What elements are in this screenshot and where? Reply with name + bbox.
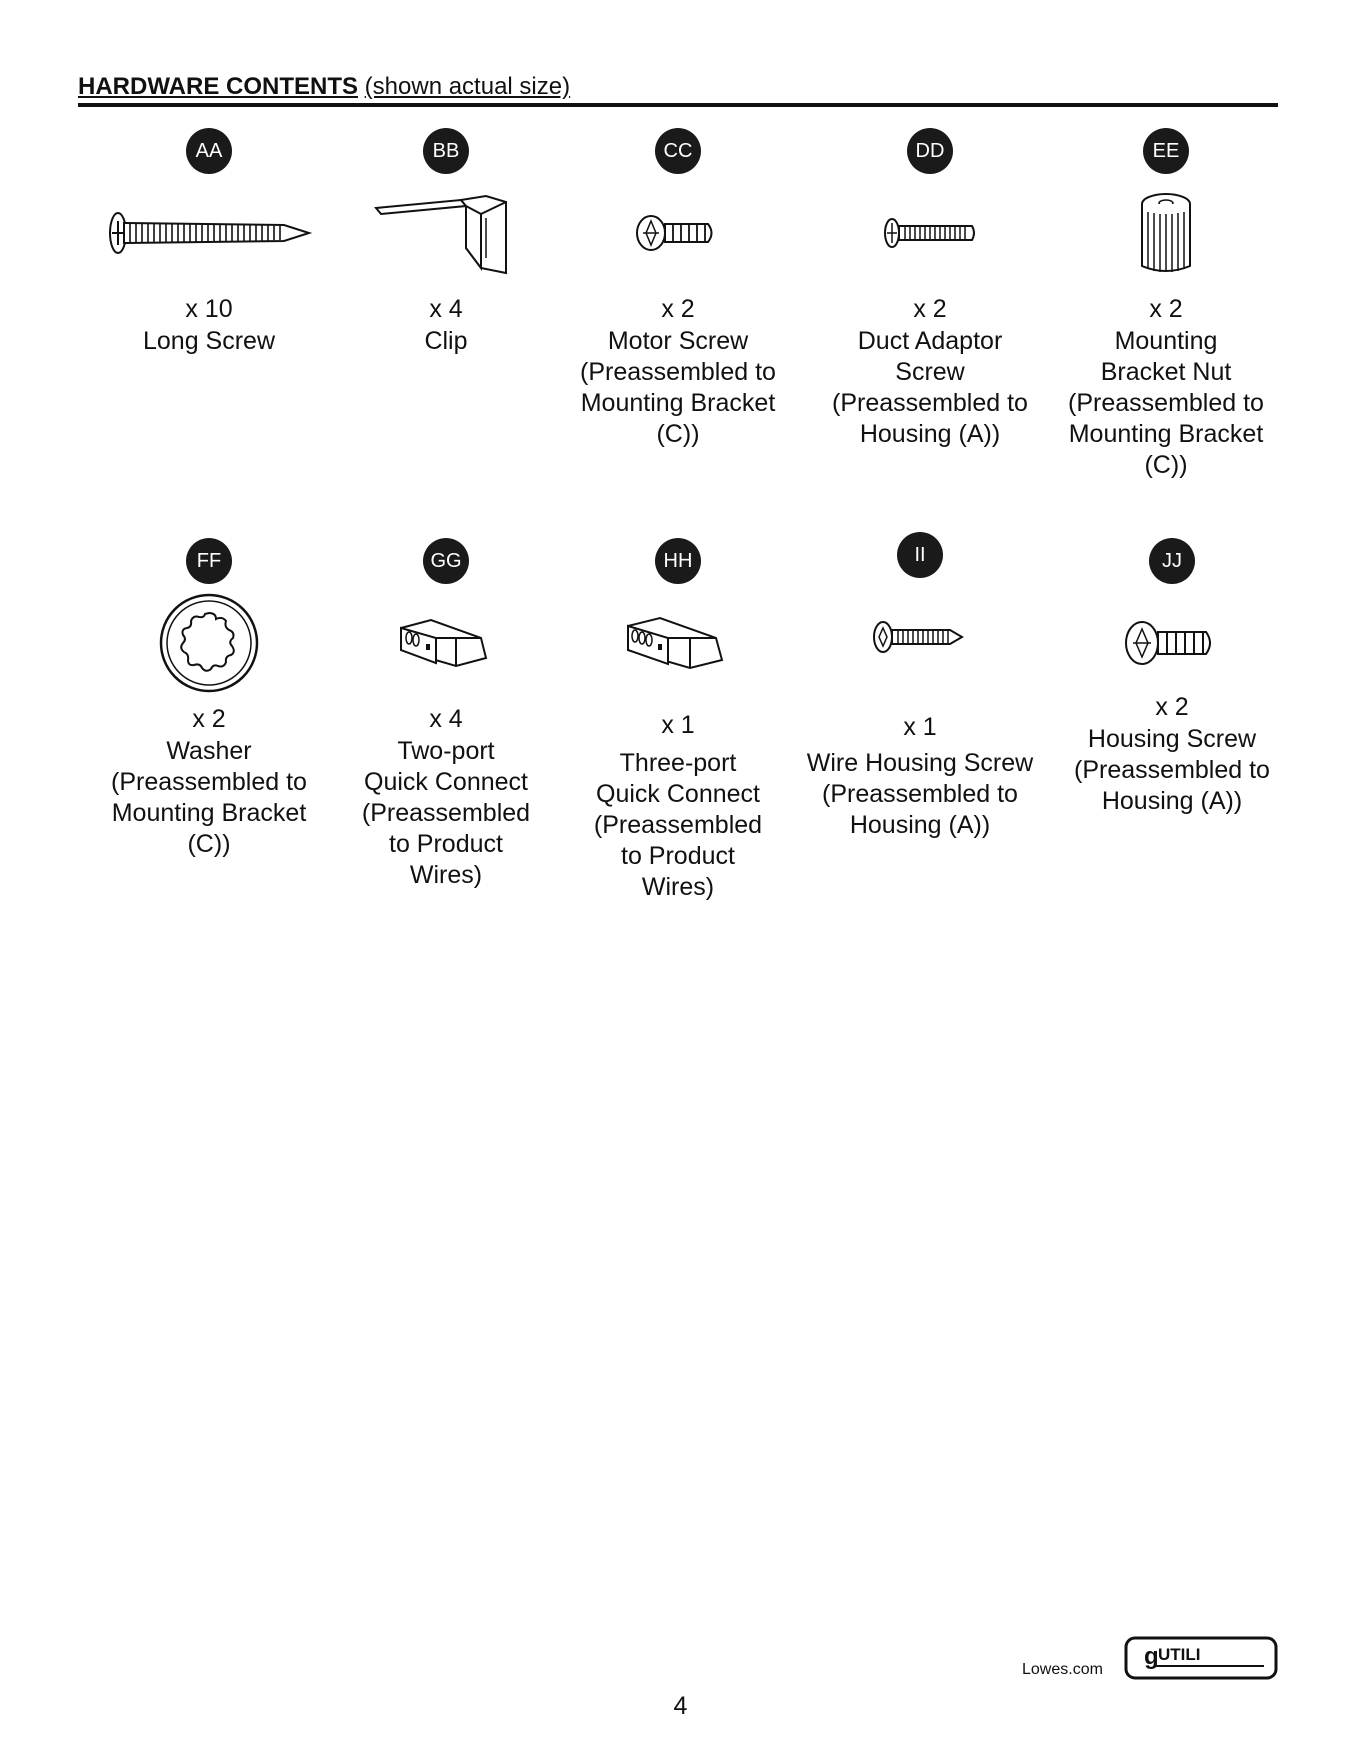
utili-logo-icon <box>1124 1636 1278 1680</box>
heading-title: HARDWARE CONTENTS <box>78 73 358 100</box>
item-badge: JJ <box>1149 538 1195 584</box>
clip-icon <box>366 188 526 278</box>
housing-screw-icon <box>1122 613 1222 673</box>
heading-rule <box>78 103 1278 107</box>
item-quantity: x 4 <box>429 705 463 733</box>
hardware-item-bb <box>326 128 566 357</box>
item-description: Long Screw <box>142 327 276 355</box>
item-description: Mounting Bracket Nut (Preassembled to Mounting Bracket (C)) <box>1068 327 1264 479</box>
hardware-item-ee <box>1046 128 1286 481</box>
brand-logo <box>1124 1636 1278 1680</box>
item-quantity: x 4 <box>429 295 463 323</box>
item-description: Wire Housing Screw (Preassembled to Housing (A)) <box>806 749 1034 839</box>
item-badge: DD <box>907 128 953 174</box>
item-description: Three-port Quick Connect (Preassembled to Product Wires) <box>593 749 763 901</box>
motor-screw-icon <box>633 208 723 258</box>
item-badge: FF <box>186 538 232 584</box>
item-badge: EE <box>1143 128 1189 174</box>
item-quantity: x 1 <box>661 711 695 739</box>
item-badge: GG <box>423 538 469 584</box>
washer-icon <box>154 588 264 698</box>
item-quantity: x 1 <box>903 713 937 741</box>
item-badge: AA <box>186 128 232 174</box>
bracket-nut-icon <box>1131 188 1201 278</box>
hardware-item-hh <box>558 538 798 903</box>
hardware-item-aa <box>89 128 329 357</box>
item-quantity: x 2 <box>661 295 695 323</box>
item-badge: CC <box>655 128 701 174</box>
svg-text:UTILI: UTILI <box>1158 1645 1201 1664</box>
footer-website: Lowes.com <box>1022 1661 1103 1678</box>
hardware-item-cc <box>558 128 798 450</box>
item-quantity: x 2 <box>1155 693 1189 721</box>
wire-housing-screw-icon <box>870 615 970 659</box>
item-badge: BB <box>423 128 469 174</box>
hardware-item-ii <box>800 532 1040 841</box>
item-quantity: x 2 <box>192 705 226 733</box>
item-description: Washer (Preassembled to Mounting Bracket (C)) <box>111 737 307 858</box>
hardware-item-ff <box>89 538 329 860</box>
item-description: Housing Screw (Preassembled to Housing (A)) <box>1074 725 1270 815</box>
three-port-connector-icon <box>618 608 738 678</box>
duct-adaptor-screw-icon <box>880 213 980 253</box>
item-badge: HH <box>655 538 701 584</box>
item-quantity: x 10 <box>185 295 233 323</box>
hardware-item-dd <box>810 128 1050 450</box>
hardware-item-gg <box>326 538 566 891</box>
item-badge: II <box>897 532 943 578</box>
item-quantity: x 2 <box>1149 295 1183 323</box>
heading-subtitle: (shown actual size) <box>364 73 571 100</box>
item-description: Two-port Quick Connect (Preassembled to Product Wires) <box>361 737 531 889</box>
section-heading <box>78 72 1278 102</box>
page-number: 4 <box>673 1692 688 1720</box>
two-port-connector-icon <box>391 608 501 678</box>
item-description: Motor Screw (Preassembled to Mounting Bracket (C)) <box>580 327 776 448</box>
svg-text:g: g <box>1144 1643 1159 1670</box>
item-description: Duct Adaptor Screw (Preassembled to Housing (A)) <box>832 327 1028 448</box>
item-quantity: x 2 <box>913 295 947 323</box>
hardware-item-jj <box>1052 538 1292 817</box>
item-description: Clip <box>424 327 468 355</box>
long-screw-icon <box>104 203 314 263</box>
